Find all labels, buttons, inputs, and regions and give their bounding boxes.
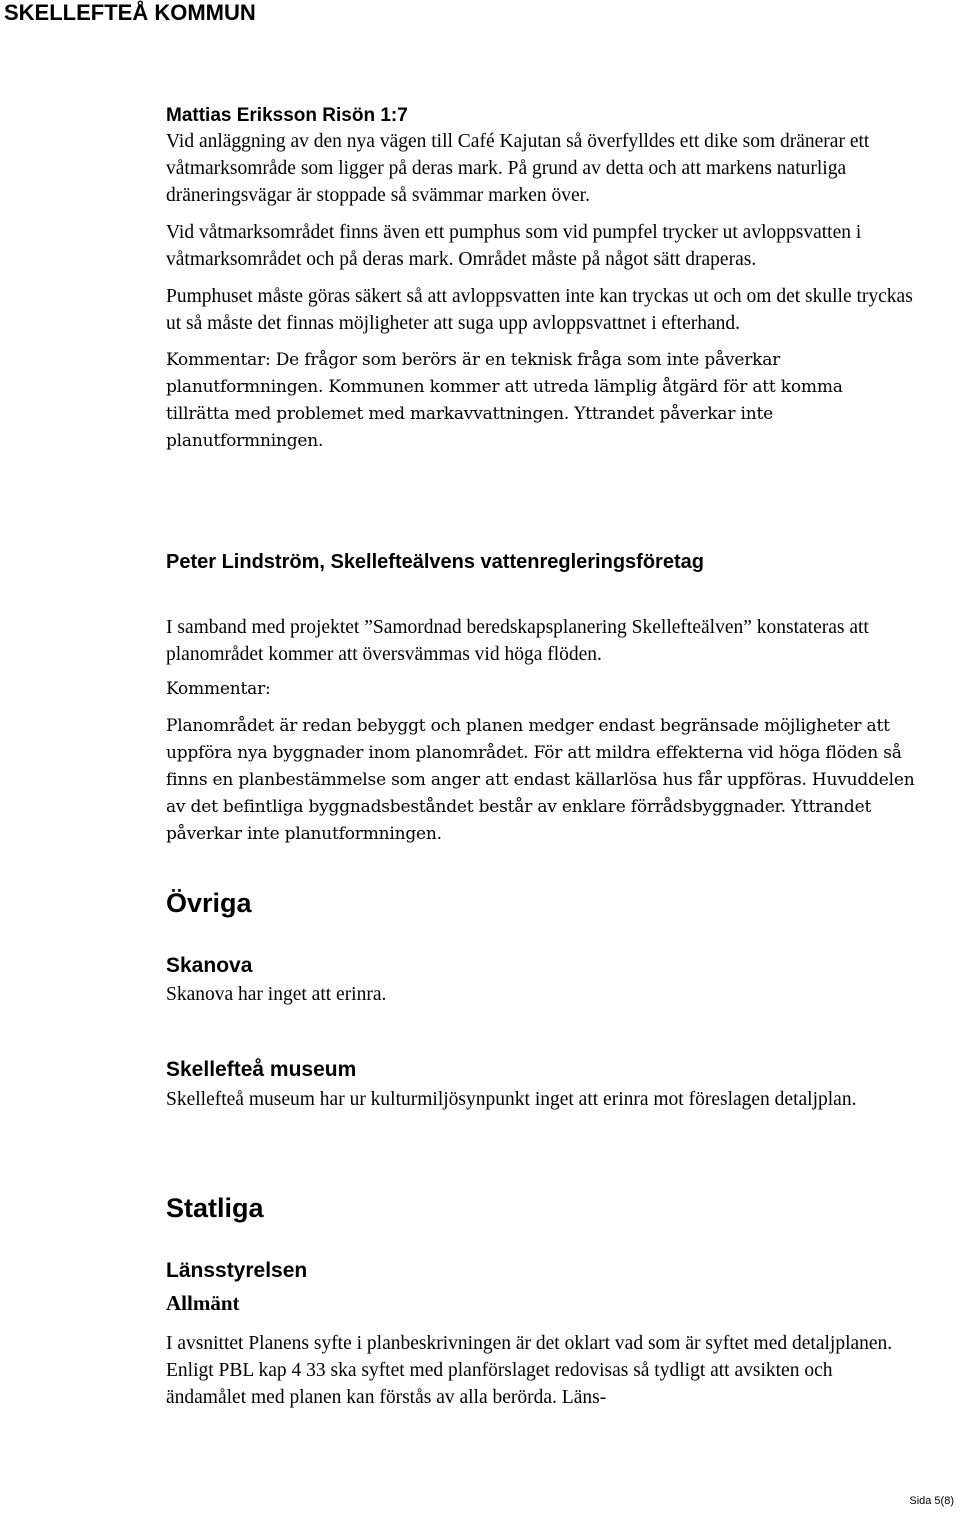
comment-label: Kommentar: — [166, 679, 271, 699]
section-heading: Statliga — [166, 1193, 264, 1223]
section-peter-lindstrom — [166, 549, 936, 848]
subsection-heading: Länsstyrelsen — [166, 1259, 308, 1282]
section-mattias-eriksson — [166, 104, 936, 455]
subsection-heading: Skellefteå museum — [166, 1058, 357, 1081]
paragraph: Vid anläggning av den nya vägen till Café Kajutan så överfylldes ett dike som dränerar ett våtmarksområde som ligger på deras mark. På grund av detta och att markens naturliga dräneringsvägar är stoppade så svämmar marken över. — [166, 131, 870, 206]
section-heading: Mattias Eriksson Risön 1:7 — [166, 105, 408, 126]
paragraph: Skanova har inget att erinra. — [166, 984, 387, 1005]
section-heading: Övriga — [166, 888, 252, 918]
section-ovriga — [166, 887, 936, 1113]
section-heading: Peter Lindström, Skellefteälvens vattenregleringsföretag — [166, 551, 704, 573]
paragraph: Vid våtmarksområdet finns även ett pumphus som vid pumpfel trycker ut avloppsvatten i våtmarksområdet och på deras mark. Området måste på något sätt draperas. — [166, 222, 862, 270]
comment-paragraph: Planområdet är redan bebyggt och planen medger endast begränsade möjligheter att uppföra nya byggnader inom planområdet. För att mildra effekterna vid höga flöden så finns en planbestämmelse som anger att endast källarlösa hus får uppföras. Huvuddelen av det befintliga byggnadsbeståndet består av enklare förrådsbyggnader. Yttrandet påverkar inte planutformningen. — [166, 716, 915, 844]
comment-paragraph: Kommentar: De frågor som berörs är en teknisk fråga som inte påverkar planutformningen. Kommunen kommer att utreda lämplig åtgärd för att komma tillrätta med problemet med markavvattningen. Yttrandet påverkar inte planutformningen. — [166, 350, 843, 451]
paragraph: I samband med projektet ”Samordnad beredskapsplanering Skellefteälven” konstateras att planområdet kommer att översvämmas vid höga flöden. — [166, 617, 869, 665]
subsection-heading: Skanova — [166, 954, 253, 977]
paragraph: I avsnittet Planens syfte i planbeskrivningen är det oklart vad som är syftet med detaljplanen. Enligt PBL kap 4 33 ska syftet med planförslaget redovisas så tydligt att avsikten och ändamålet med planen kan förstås av alla berörda. Läns- — [166, 1333, 893, 1408]
page-number: Sida 5(8) — [909, 1495, 954, 1507]
subsection-heading: Allmänt — [166, 1291, 240, 1315]
paragraph: Pumphuset måste göras säkert så att avloppsvatten inte kan tryckas ut och om det skulle tryckas ut så måste det finnas möjligheter att suga upp avloppsvattnet i efterhand. — [166, 286, 913, 334]
paragraph: Skellefteå museum har ur kulturmiljösynpunkt inget att erinra mot föreslagen detaljplan. — [166, 1089, 857, 1110]
section-statliga — [166, 1192, 936, 1411]
document-header-title: SKELLEFTEÅ KOMMUN — [4, 0, 256, 25]
